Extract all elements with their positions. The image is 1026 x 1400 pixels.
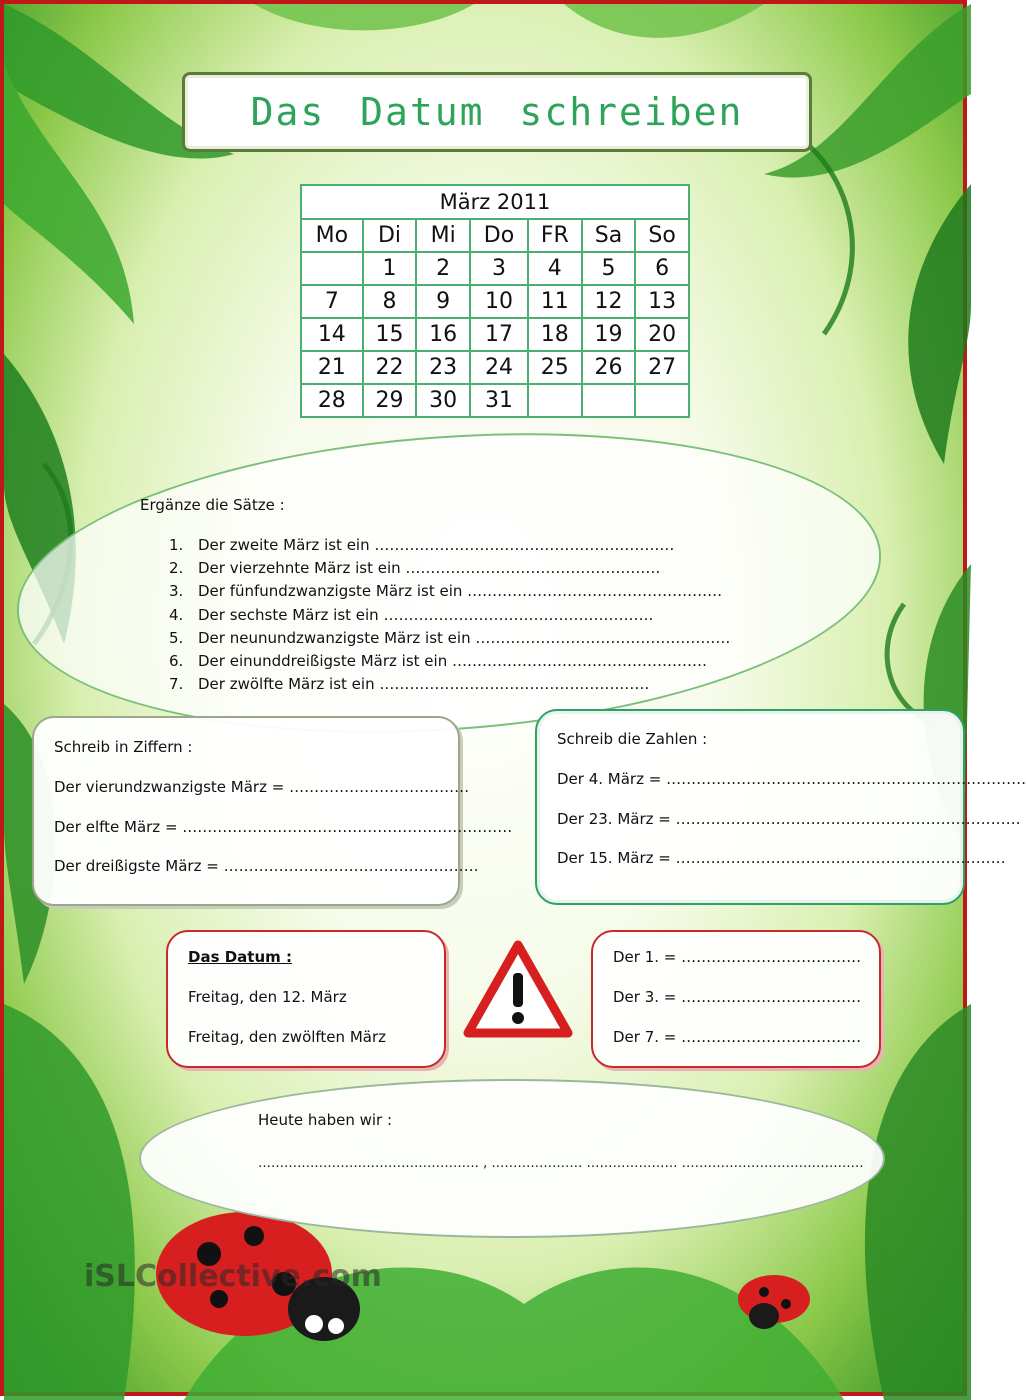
list-item xyxy=(169,650,730,673)
day-cell: 21 xyxy=(301,351,363,384)
day-cell: 16 xyxy=(416,318,470,351)
datum-box xyxy=(166,930,446,1068)
day-cell: 30 xyxy=(416,384,470,417)
item-number: 3. xyxy=(169,582,184,601)
calendar-week-row xyxy=(301,285,689,318)
item-text: Der zwölfte März ist ein ……………………………………………… xyxy=(198,675,650,694)
calendar-table xyxy=(300,184,690,418)
item-text: Der neunundzwanzigste März ist ein …………………………………………… xyxy=(198,628,731,647)
day-cell: 24 xyxy=(470,351,528,384)
item-text: Der zweite März ist ein …………………………………………………… xyxy=(198,536,675,554)
day-cell: 25 xyxy=(528,351,582,384)
der-box xyxy=(591,930,881,1068)
day-cell: 15 xyxy=(363,318,417,351)
day-cell: 7 xyxy=(301,285,363,318)
item-number: 6. xyxy=(169,651,184,670)
list-item xyxy=(169,604,730,627)
datum-example-1: Freitag, den 12. März xyxy=(188,988,347,1006)
page-title: Das Datum schreiben xyxy=(250,90,744,134)
item-number: 7. xyxy=(169,675,184,694)
ziffern-box xyxy=(32,716,513,906)
weekday-cell: Do xyxy=(470,219,528,252)
day-cell: 5 xyxy=(582,252,636,285)
ziffern-heading: Schreib in Ziffern : xyxy=(54,738,193,756)
item-number: 1. xyxy=(169,536,184,554)
item-text: Der fünfundzwanzigste März ist ein …………………………………………… xyxy=(198,582,723,601)
weekday-row xyxy=(301,219,689,252)
list-item xyxy=(169,534,730,557)
list-item xyxy=(169,673,730,696)
day-cell: 17 xyxy=(470,318,528,351)
item-number: 4. xyxy=(169,605,184,624)
weekday-cell: Sa xyxy=(582,219,636,252)
weekday-cell: So xyxy=(635,219,689,252)
day-cell: 3 xyxy=(470,252,528,285)
zahlen-line: Der 15. März = ………………………………………………………… xyxy=(557,849,1006,867)
warning-icon xyxy=(462,939,574,1039)
day-cell xyxy=(582,384,636,417)
watermark-logo: iSLCollective.com xyxy=(84,1259,382,1294)
calendar-month: März 2011 xyxy=(301,185,689,219)
item-number: 2. xyxy=(169,559,184,578)
title-box xyxy=(182,72,812,152)
day-cell: 10 xyxy=(470,285,528,318)
day-cell xyxy=(301,252,363,285)
datum-heading: Das Datum : xyxy=(188,948,292,966)
day-cell: 14 xyxy=(301,318,363,351)
weekday-cell: Di xyxy=(363,219,417,252)
day-cell: 18 xyxy=(528,318,582,351)
calendar-week-row xyxy=(301,318,689,351)
item-text: Der vierzehnte März ist ein …………………………………………… xyxy=(198,559,661,578)
day-cell xyxy=(528,384,582,417)
day-cell: 9 xyxy=(416,285,470,318)
day-cell xyxy=(635,384,689,417)
der-line: Der 1. = ……………………………… xyxy=(613,948,862,966)
day-cell: 31 xyxy=(470,384,528,417)
list-item xyxy=(169,627,730,650)
heute-label: Heute haben wir : xyxy=(258,1111,393,1129)
day-cell: 6 xyxy=(635,252,689,285)
ziffern-line: Der vierundzwanzigste März = ……………………………… xyxy=(54,778,470,796)
day-cell: 12 xyxy=(582,285,636,318)
heute-blank: …………………………………………… , ………………… ………………… …………………………………… xyxy=(258,1156,864,1171)
day-cell: 28 xyxy=(301,384,363,417)
day-cell: 19 xyxy=(582,318,636,351)
calendar-week-row xyxy=(301,252,689,285)
zahlen-line: Der 4. März = ……………………………………………………………… xyxy=(557,770,1026,788)
datum-example-2: Freitag, den zwölften März xyxy=(188,1028,386,1046)
weekday-cell: FR xyxy=(528,219,582,252)
day-cell: 27 xyxy=(635,351,689,384)
zahlen-heading: Schreib die Zahlen : xyxy=(557,730,708,748)
weekday-cell: Mi xyxy=(416,219,470,252)
day-cell: 26 xyxy=(582,351,636,384)
day-cell: 20 xyxy=(635,318,689,351)
day-cell: 2 xyxy=(416,252,470,285)
weekday-cell: Mo xyxy=(301,219,363,252)
day-cell: 11 xyxy=(528,285,582,318)
day-cell: 22 xyxy=(363,351,417,384)
der-line: Der 7. = ……………………………… xyxy=(613,1028,862,1046)
ziffern-line: Der dreißigste März = …………………………………………… xyxy=(54,857,479,875)
exercise-list xyxy=(169,534,730,696)
day-cell: 13 xyxy=(635,285,689,318)
zahlen-line: Der 23. März = …………………………………………………………… xyxy=(557,810,1021,828)
calendar-week-row xyxy=(301,384,689,417)
exercise-heading: Ergänze die Sätze : xyxy=(140,496,285,514)
day-cell: 1 xyxy=(363,252,417,285)
item-text: Der sechste März ist ein ……………………………………………… xyxy=(198,605,654,624)
item-number: 5. xyxy=(169,628,184,647)
list-item xyxy=(169,580,730,603)
day-cell: 8 xyxy=(363,285,417,318)
ziffern-line: Der elfte März = ………………………………………………………… xyxy=(54,818,513,836)
day-cell: 23 xyxy=(416,351,470,384)
list-item xyxy=(169,557,730,580)
der-line: Der 3. = ……………………………… xyxy=(613,988,862,1006)
day-cell: 4 xyxy=(528,252,582,285)
item-text: Der einunddreißigste März ist ein …………………………………………… xyxy=(198,651,707,670)
zahlen-box xyxy=(535,709,1026,905)
day-cell: 29 xyxy=(363,384,417,417)
calendar-week-row xyxy=(301,351,689,384)
